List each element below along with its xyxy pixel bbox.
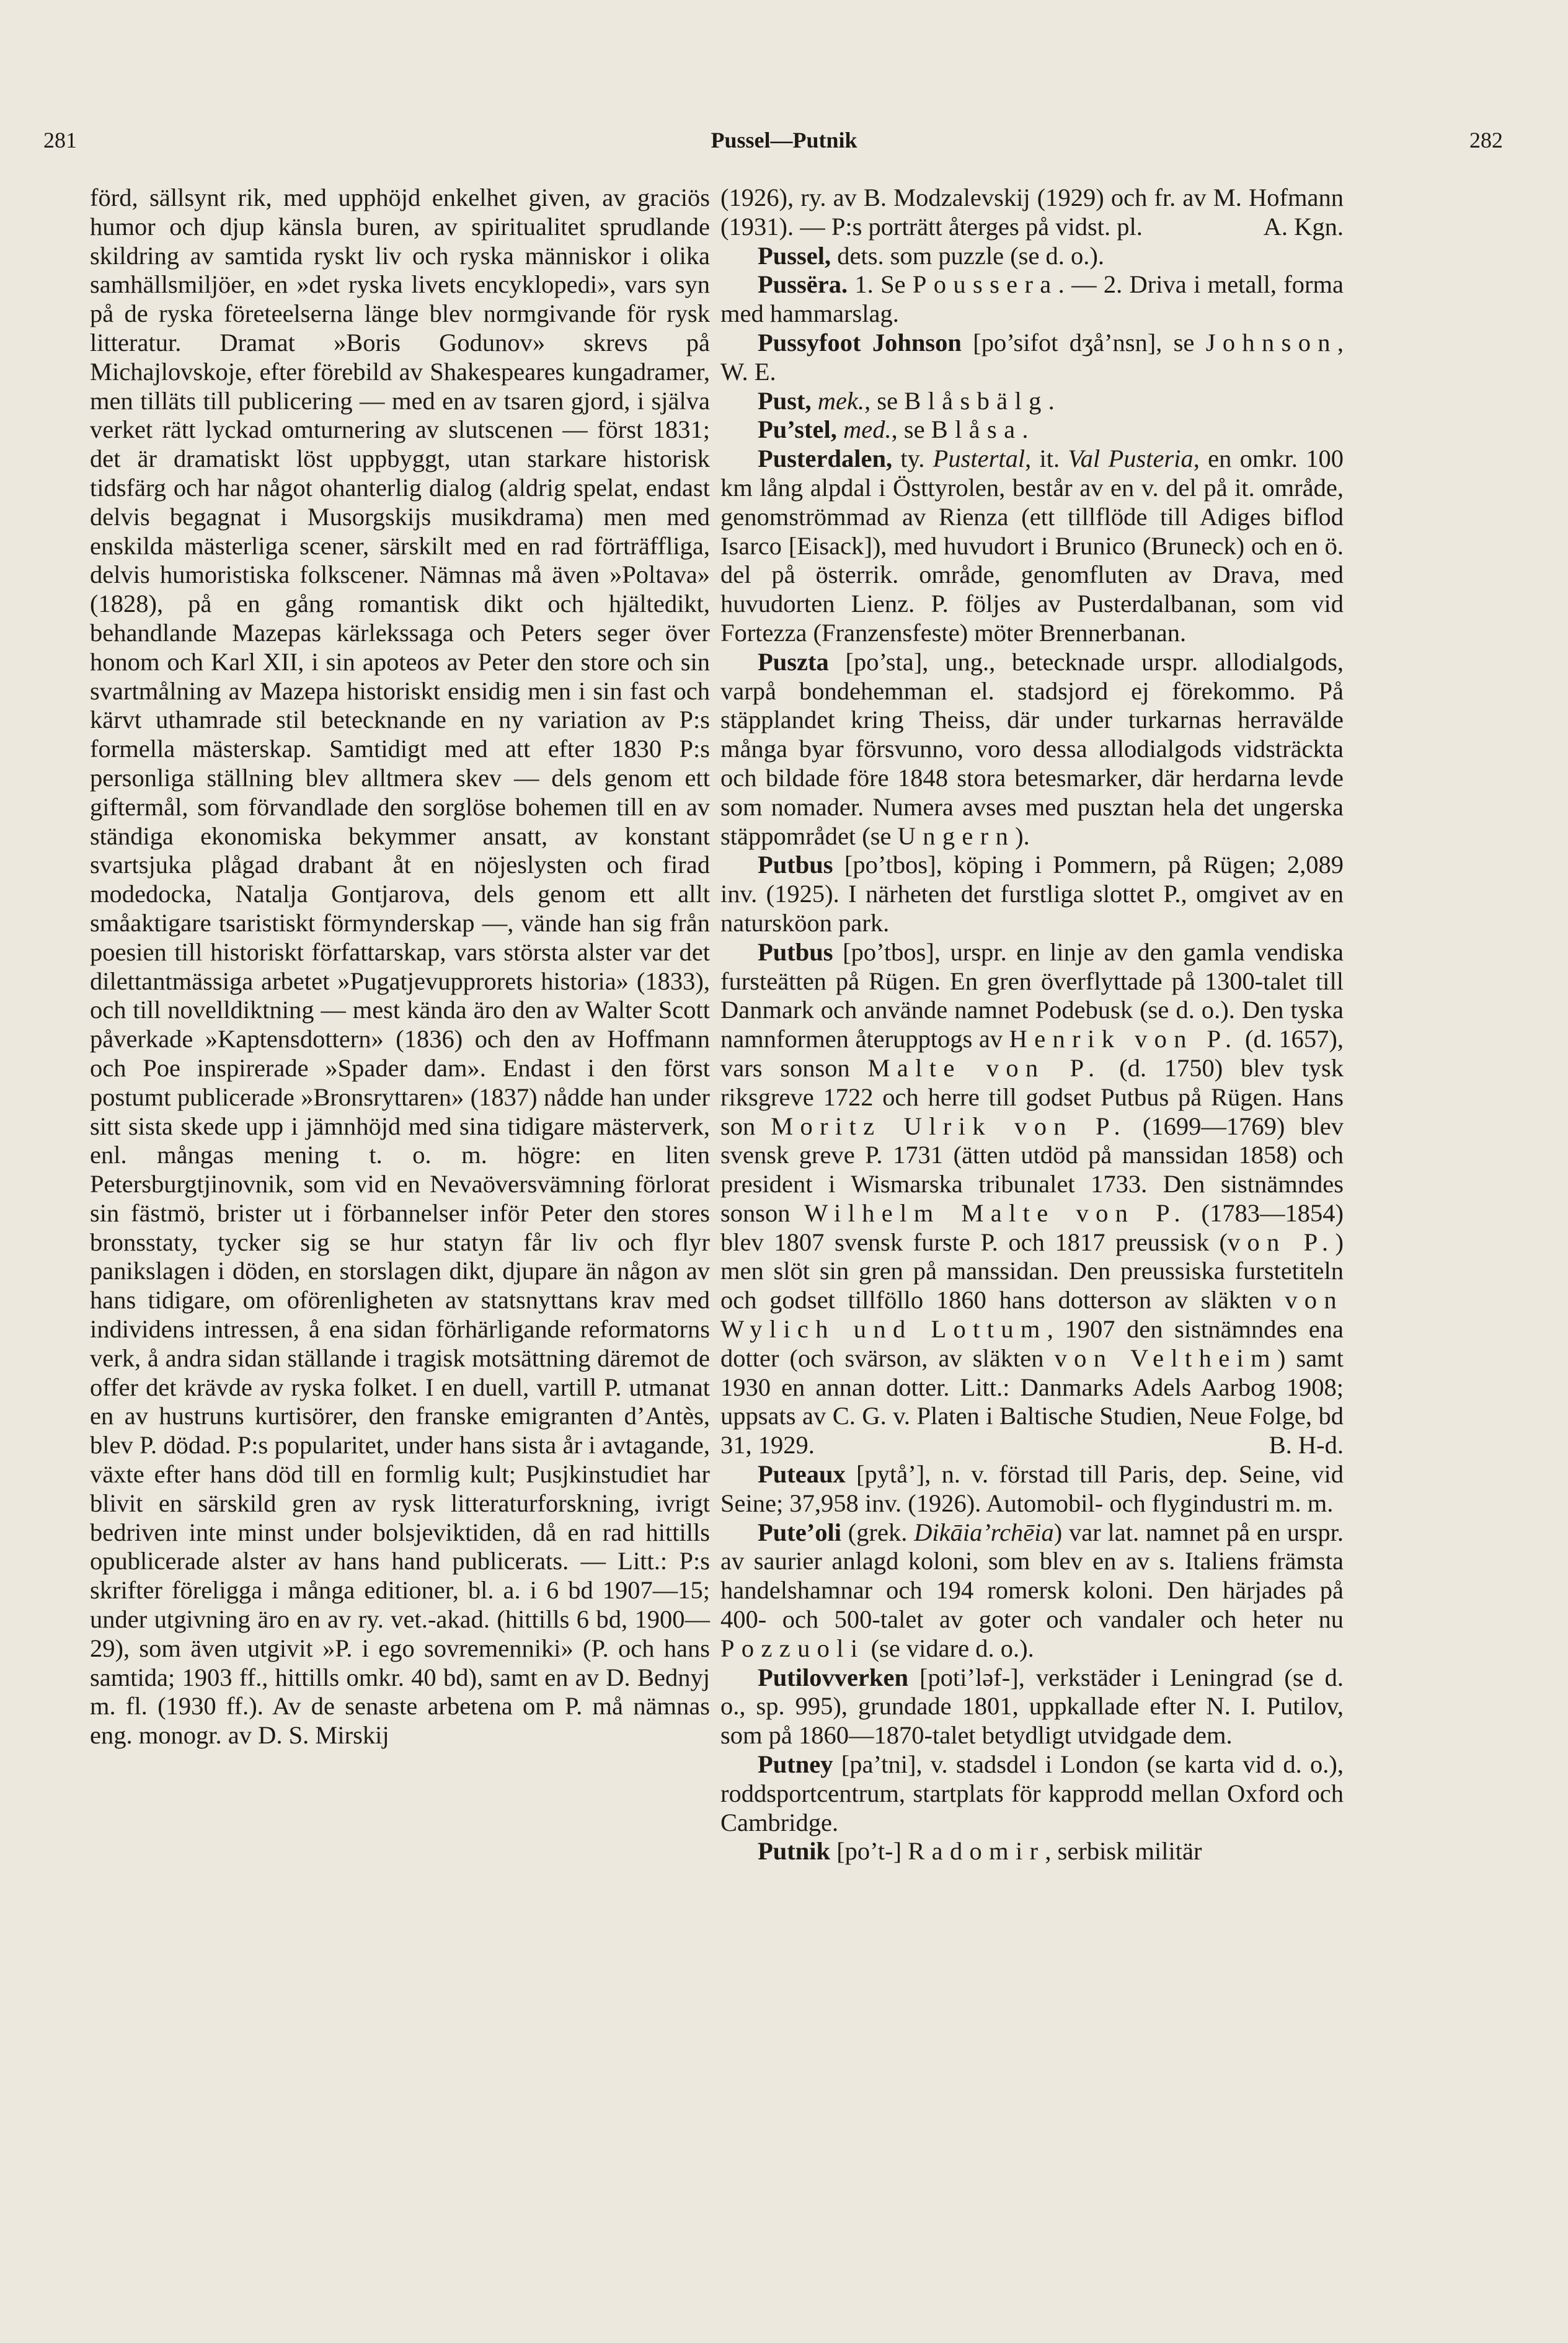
cross-reference: von Wylich und Lottum	[720, 1286, 1344, 1344]
page-header	[0, 127, 1568, 177]
headword: Puszta	[758, 647, 829, 676]
headword: Pussëra.	[758, 270, 848, 299]
entry-pusjkin-continued: förd, sällsynt rik, med upphöjd enkelhet given, av graciös humor och djup känsla buren, av spiritualitet sprudlande skildring av samtida ryskt liv och ryska människor i olika samhällsmiljöer, en »det ryska livets encyklopedi», vars syn på de ryska företeelserna länge blev normgivande för rysk litteratur. Dramat »Boris Godunov» skrevs på Michajlovskoje, efter förebild av Shakespeares kungadramer, men tilläts till publicering — med en av tsaren gjord, i själva verket rätt lyckad omturnering av slutscenen — först 1831; det är dramatiskt löst uppbyggt, utan starkare historisk tidsfärg och har något ohanterlig dialog (aldrig spelat, endast delvis begagnat i Musorgskijs musikdrama) men med enskilda mästerliga scener, särskilt med en rad förträffliga, delvis humoristiska folkscener. Nämnas må även »Poltava» (1828), på en gång romantisk dikt och hjältedikt, behandlande Mazepas kärlekssaga och Peters seger över honom och Karl XII, i sin apoteos av Peter den store och sin svartmålning av Mazepa historiskt ensidig men i sin fast och kärvt uthamrade stil betecknande en ny variation av P:s formella mästerskap. Samtidigt med att efter 1830 P:s personliga ställning blev alltmera skev — dels genom ett giftermål, som förvandlade den sorglöse bohemen till en av ständiga ekonomiska bekymmer ansatt, av konstant svartsjuka plågad drabant åt en nöjeslysten och firad modedocka, Natalja Gontjarova, dels genom ett allt småaktigare tsaristiskt förmynderskap —, vände han sig från poesien till historiskt författarskap, vars största alster var det dilettantmässiga arbetet »Pugatjevupprorets historia» (1833), och till novelldiktning — mest kända äro den av Walter Scott påverkade »Kaptensdottern» (1836) och den av Hoffmann och Poe inspirerade »Spader dam». Endast i den först postumt publicerade »Bronsryttaren» (1837) nådde han under sitt sista skede upp i jämnhöjd med sina tidigare mästerverk, enl. mångas mening t. o. m. högre: en liten Petersburgtjinovnik, som vid en Nevaöversvämning förlorat sin fästmö, brister ut i förbannelser inför Peter den stores bronsstaty, tycker sig se hur statyn får liv och flyr panikslagen i döden, en storslagen dikt, djupare än någon av hans tidigare, om oförenligheten av statsnyttans krav med individens intressen, å ena sidan förhärligande reformatorns verk, å andra sidan ställande i tragisk motsättning däremot de offer det krävde av ryska folket. I en duell, vartill P. utmanat en av hustruns kurtisörer, den franske emigranten d’Antès, blev P. dödad. P:s popularitet, under hans sista år i avtagande, växte efter hans död till en formlig kult; Pusjkinstudiet har blivit en särskild gren av rysk litteraturforskning, ivrigt bedriven inte minst under bolsjeviktiden, då en rad hittills opublicerade alster av hans hand publicerats. — Litt.: P:s skrifter föreligga i många editioner, bl. a. i 6 bd 1907—15; under utgivning äro en av ry. vet.-akad. (hittills 6 bd, 1900—29), som även utgivit »P. i ego sovremenniki» (P. och hans samtida; 1903 ff., hittills omkr. 40 bd), samt en av D. Bednyj m. fl. (1930 ff.). Av de senaste arbetena om P. må nämnas eng. monogr. av D. S. Mirskij	[90, 184, 710, 1750]
cross-reference: Wilhelm Malte von P.	[804, 1198, 1187, 1227]
entry-pussel: Pussel, dets. som puzzle (se d. o.).	[758, 241, 1105, 270]
entry-continued: (1926), ry. av B. Modzalevskij (1929) och fr. av M. Hofmann (1931). — P:s porträtt återges på vidst. pl. A. Kgn.	[720, 184, 1344, 241]
cross-reference: Ungern	[897, 822, 1016, 850]
cross-reference: Blåsbälg	[904, 386, 1048, 415]
cross-reference: Pozzuoli	[720, 1634, 865, 1662]
entry-putbus-town: Putbus [po’tbos], köping i Pommern, på Rügen; 2,089 inv. (1925). I närheten det furstliga slottet P., omgivet av en natursköon park.	[720, 851, 1344, 937]
cross-reference: Johnson	[1205, 328, 1337, 357]
entry-pusterdalen: Pusterdalen, ty. Pustertal, it. Val Pusteria, en omkr. 100 km lång alpdal i Östtyrolen, består av en v. del på it. område, genomströmmad av Rienza (ett tillflöde till Adiges biflod Isarco [Eisack]), med huvudort i Brunico (Bruneck) och en ö. del på österrik. område, genomfluten av Drava, med huvudorten Lienz. P. följes av Pusterdalbanan, som vid Fortezza (Franzensfeste) möter Brennerbanan.	[720, 445, 1344, 647]
entry-puteaux: Puteaux [pytå’], n. v. förstad till Paris, dep. Seine, vid Seine; 37,958 inv. (1926). Automobil- och flygindustri m. m.	[720, 1460, 1344, 1517]
entry-pustel: Pu’stel, med., se Blåsa.	[758, 415, 1029, 444]
cross-reference: Blåsa	[931, 415, 1022, 444]
entry-pussera: Pussëra. 1. Se Poussera. — 2. Driva i metall, forma med hammarslag.	[720, 270, 1344, 328]
left-column	[90, 184, 710, 1750]
page-number-right: 282	[1469, 128, 1503, 153]
cross-reference: Moritz Ulrik von P.	[771, 1112, 1127, 1140]
entry-putnik: Putnik [po’t-] Radomir, serbisk militär	[758, 1837, 1202, 1866]
cross-reference: Henrik von P.	[1009, 1025, 1239, 1053]
entry-putbus-family: Putbus [po’tbos], urspr. en linje av den gamla vendiska fursteätten på Rügen. En gren överflyttade på 1300-talet till Danmark och använde namnet Podebusk (se d. o.). Den tyska namnformen återupptogs av Henrik von P. (d. 1657), vars sonson Malte von P. (d. 1750) blev tysk riksgreve 1722 och herre till godset Putbus på Rügen. Hans son Moritz Ulrik von P. (1699—1769) blev svensk greve P. 1731 (ätten utdöd på manssidan 1858) och president i Wismarska tribunalet 1733. Den sistnämndes sonson Wilhelm Malte von P. (1783—1854) blev 1807 svensk furste P. och 1817 preussisk (von P.) men slöt sin gren på manssidan. Den preussiska furstetiteln och godset tillföllo 1860 hans dotterson av släkten von Wylich und Lottum, 1907 den sistnämndes ena dotter (och svärson, av släkten von Veltheim) samt 1930 en annan dotter. Litt.: Danmarks Adels Aarbog 1908; uppsats av C. G. v. Platen i Baltische Studien, Neue Folge, bd 31, 1929. B. H-d.	[720, 937, 1344, 1459]
headword: Pusterdalen,	[758, 445, 893, 473]
right-column	[720, 184, 1344, 1866]
running-head: Pussel—Putnik	[711, 128, 857, 153]
entry-putilovverken: Putilovverken [poti’ləf-], verkstäder i Leningrad (se d. o., sp. 995), grundade 1801, uppkallade efter N. I. Putilov, som på 1860—1870-talet betydligt utvidgade dem.	[720, 1663, 1344, 1750]
headword: Putney	[758, 1750, 833, 1779]
cross-reference: Radomir	[908, 1837, 1045, 1866]
headword: Putbus	[758, 937, 833, 966]
headword: Puteaux	[758, 1460, 846, 1489]
headword: Pu’stel,	[758, 415, 837, 444]
entry-pust: Pust, mek., se Blåsbälg.	[758, 386, 1055, 415]
signature: A. Kgn.	[1263, 212, 1344, 241]
cross-reference: von P.	[1227, 1228, 1335, 1256]
entry-pussyfoot: Pussyfoot Johnson [po’sifot dʒå’nsn], se Johnson, W. E.	[720, 328, 1344, 386]
headword: Putnik	[758, 1837, 831, 1866]
headword: Pust,	[758, 386, 812, 415]
headword: Putilovverken	[758, 1663, 908, 1691]
entry-putney: Putney [pa’tni], v. stadsdel i London (se karta vid d. o.), roddsportcentrum, startplats för kapprodd mellan Oxford och Cambridge.	[720, 1750, 1344, 1836]
entry-puteoli: Pute’oli (grek. Dikāia’rchēia) var lat. namnet på en urspr. av saurier anlagd koloni, som blev en av s. Italiens främsta handelshamnar och 194 romersk koloni. Den härjades på 400- och 500-talet av goter och vandaler och heter nu Pozzuoli (se vidare d. o.).	[720, 1518, 1344, 1662]
headword: Pussyfoot Johnson	[758, 328, 962, 357]
headword: Pussel,	[758, 241, 831, 270]
entry-puszta: Puszta [po’sta], ung., betecknade urspr. allodialgods, varpå bondehemman el. stadsjord ej förekommo. På stäpplandet kring Theiss, där under turkarnas herravälde många byar försvunno, voro dessa allodialgods vidsträckta och bildade före 1848 stora betesmarker, där herdarna levde som nomader. Numera avses med pusztan hela det ungerska stäppområdet (se Ungern).	[720, 647, 1344, 850]
signature: B. H-d.	[1269, 1431, 1344, 1459]
cross-reference: Poussera	[912, 270, 1058, 299]
headword: Pute’oli	[758, 1518, 841, 1546]
page-number-left: 281	[43, 128, 77, 153]
cross-reference: Malte von P.	[867, 1053, 1102, 1082]
cross-reference: von Veltheim	[1054, 1344, 1277, 1372]
headword: Putbus	[758, 851, 833, 879]
